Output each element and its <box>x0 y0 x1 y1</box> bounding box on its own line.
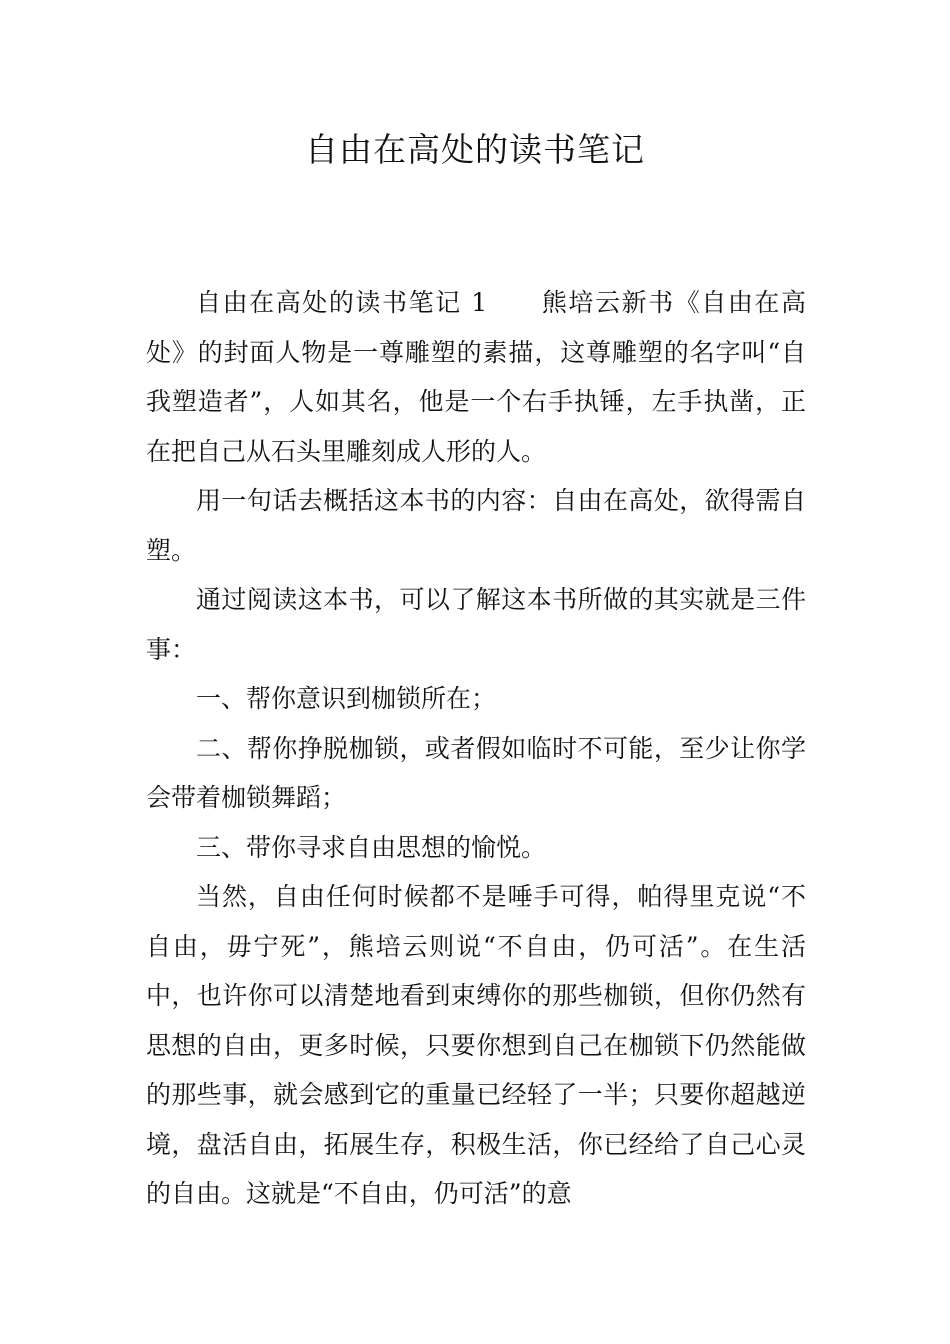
paragraph-point-three: 三、带你寻求自由思想的愉悦。 <box>196 832 547 862</box>
document-body <box>146 278 806 1219</box>
paragraph-freedom: 当然，自由任何时候都不是唾手可得，帕得里克说“不自由，毋宁死”，熊培云则说“不自由，仍可活”。在生活中，也许你可以清楚地看到束缚你的那些枷锁，但你仍然有思想的自由，更多时候，只要你想到自己在枷锁下仍然能做的那些事，就会感到它的重量已经轻了一半；只要你超越逆境，盘活自由，拓展生存，积极生活，你已经给了自己心灵的自由。这就是“不自由，仍可活”的意 <box>146 882 806 1208</box>
paragraph-intro: 自由在高处的读书笔记 1 熊培云新书《自由在高处》的封面人物是一尊雕塑的素描，这尊雕塑的名字叫“自我塑造者”，人如其名，他是一个右手执锤，左手执凿，正在把自己从石头里雕刻成人形的人。 <box>146 288 806 466</box>
document-title: 自由在高处的读书笔记 <box>305 130 645 169</box>
paragraph-point-one: 一、帮你意识到枷锁所在； <box>196 684 497 713</box>
paragraph-point-two: 二、帮你挣脱枷锁，或者假如临时不可能，至少让你学会带着枷锁舞蹈； <box>146 733 806 812</box>
paragraph-summary: 用一句话去概括这本书的内容：自由在高处，欲得需自塑。 <box>146 486 806 565</box>
paragraph-three-things: 通过阅读这本书，可以了解这本书所做的其实就是三件事： <box>146 585 806 664</box>
